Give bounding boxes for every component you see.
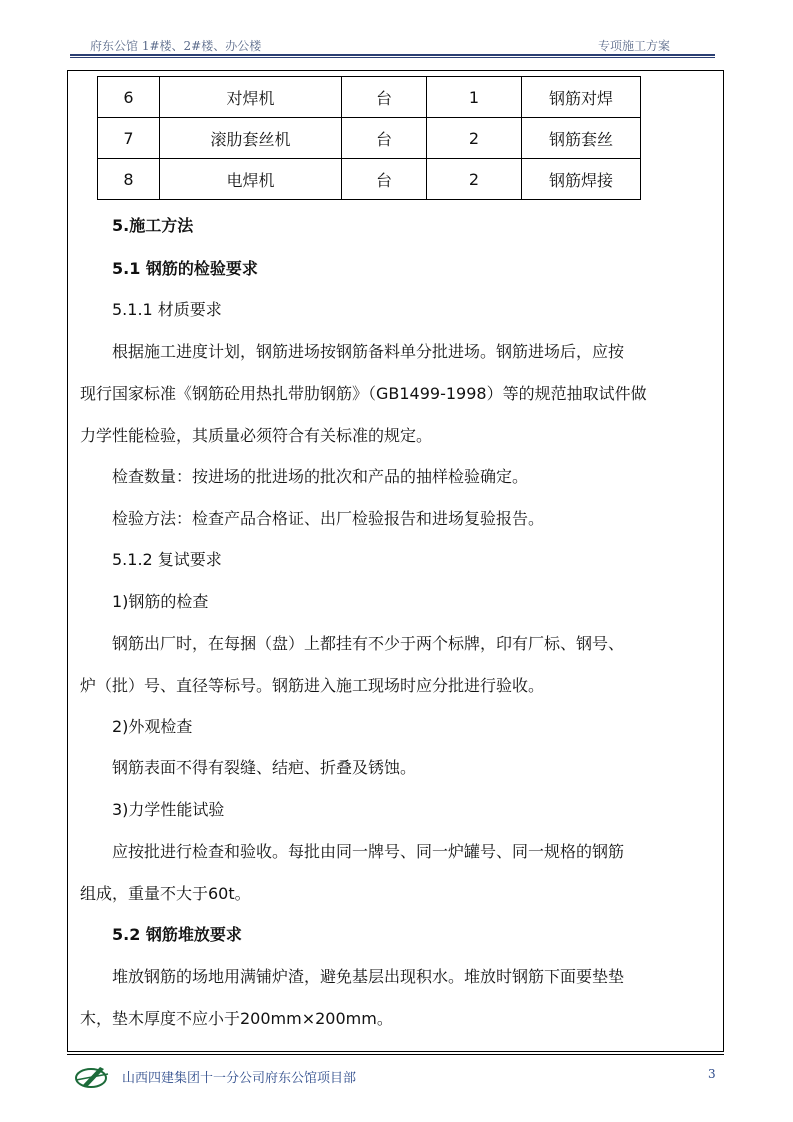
- paragraph-line: 钢筋出厂时，在每捆（盘）上都挂有不少于两个标牌，印有厂标、钢号、: [112, 634, 625, 653]
- header-rule: [70, 54, 715, 56]
- page-number: 3: [708, 1067, 716, 1081]
- paragraph-line: 现行国家标准《钢筋砼用热扎带肋钢筋》（GB1499-1998）等的规范抽取试件做: [80, 384, 647, 403]
- section-heading-5-1-1: 5.1.1 材质要求: [112, 300, 222, 319]
- company-logo-icon: [74, 1064, 114, 1090]
- list-item-heading: 2)外观检查: [112, 717, 193, 736]
- paragraph-line: 检查数量：按进场的批进场的批次和产品的抽样检验确定。: [112, 467, 529, 486]
- section-heading-5-2: 5.2 钢筋堆放要求: [112, 925, 242, 944]
- footer-company: 山西四建集团十一分公司府东公馆项目部: [122, 1071, 357, 1086]
- section-heading-5-1: 5.1 钢筋的检验要求: [112, 259, 258, 278]
- paragraph-line: 堆放钢筋的场地用满铺炉渣，避免基层出现积水。堆放时钢筋下面要垫垫: [112, 967, 625, 986]
- cell-qty: 1: [427, 77, 522, 118]
- section-heading-5: 5.施工方法: [112, 216, 194, 235]
- cell-unit: 台: [342, 77, 427, 118]
- paragraph-line: 根据施工进度计划，钢筋进场按钢筋备料单分批进场。钢筋进场后，应按: [112, 342, 625, 361]
- equipment-table: [97, 76, 641, 200]
- header-rule-thin: [70, 57, 715, 58]
- cell-no: 6: [98, 77, 160, 118]
- cell-use: 钢筋对焊: [522, 77, 641, 118]
- cell-no: 8: [98, 159, 160, 200]
- paragraph-line: 木，垫木厚度不应小于200mm×200mm。: [80, 1009, 393, 1028]
- header-doc-type: 专项施工方案: [598, 39, 671, 53]
- paragraph-line: 应按批进行检查和验收。每批由同一牌号、同一炉罐号、同一规格的钢筋: [112, 842, 625, 861]
- cell-use: 钢筋焊接: [522, 159, 641, 200]
- cell-unit: 台: [342, 118, 427, 159]
- header-project-title: 府东公馆 1#楼、2#楼、办公楼: [90, 39, 262, 53]
- list-item-heading: 3)力学性能试验: [112, 800, 225, 819]
- paragraph-line: 组成，重量不大于60t。: [80, 884, 251, 903]
- paragraph-line: 检验方法：检查产品合格证、出厂检验报告和进场复验报告。: [112, 509, 545, 528]
- cell-qty: 2: [427, 159, 522, 200]
- page-frame-double-line: [67, 1054, 724, 1055]
- paragraph-line: 力学性能检验，其质量必须符合有关标准的规定。: [80, 426, 433, 445]
- table-row: [98, 159, 641, 200]
- paragraph-line: 钢筋表面不得有裂缝、结疤、折叠及锈蚀。: [112, 758, 417, 777]
- section-heading-5-1-2: 5.1.2 复试要求: [112, 550, 222, 569]
- cell-name: 滚肋套丝机: [160, 118, 342, 159]
- cell-no: 7: [98, 118, 160, 159]
- cell-qty: 2: [427, 118, 522, 159]
- cell-unit: 台: [342, 159, 427, 200]
- table-row: [98, 118, 641, 159]
- list-item-heading: 1)钢筋的检查: [112, 592, 209, 611]
- cell-name: 电焊机: [160, 159, 342, 200]
- cell-use: 钢筋套丝: [522, 118, 641, 159]
- cell-name: 对焊机: [160, 77, 342, 118]
- table-row: [98, 77, 641, 118]
- paragraph-line: 炉（批）号、直径等标号。钢筋进入施工现场时应分批进行验收。: [80, 676, 545, 695]
